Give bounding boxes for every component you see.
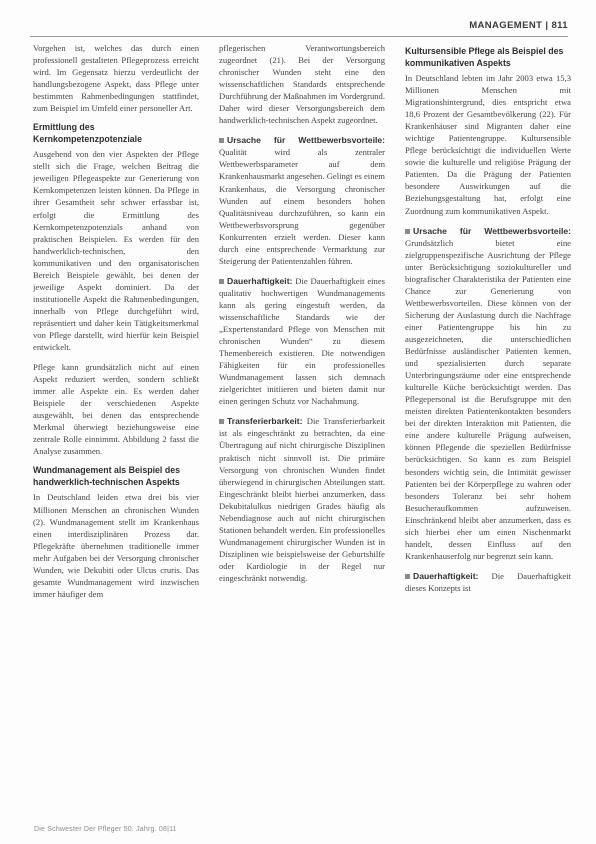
bullet-square-icon — [219, 419, 224, 424]
bullet-label: Ursache für Wettbewerbsvorteile: — [227, 135, 385, 146]
bullet-square-icon — [405, 574, 410, 579]
bullet-paragraph — [219, 134, 385, 267]
paragraph: pflegerischen Verantwortungsbereich zugeordnet (21). Bei der Versorgung chronischer Wunden steht eine den wissenschaftlichen Standards entsprechende Durchführung der Maßnahmen im Vordergrund. Daher wird dieser Versorgungsbereich dem handwerklich-technischen Aspekt zugeordnet. — [219, 43, 385, 126]
text-columns — [33, 42, 571, 820]
bullet-text: Die Transferierbarkeit ist als eingeschränkt zu betrachten, da eine Übertragung auf nicht chirurgische Disziplinen praktisch nicht sinnvoll ist. Die primäre Versorgung von chronischen Wunden findet überwiegend in chirurgischen Abteilungen statt. Eingeschränkt bleibt hierbei anzumerken, dass Dekubitalulkus niedrigen Grades häufig als Nebendiagnose auch auf nicht chirurgischen Stationen behandelt werden. Ein professionelles Wundmanagement chirurgischer Wunden ist in Disziplinen wie beispielsweise der Geburtshilfe oder Kardiologie in der Regel nur eingeschränkt notwendig. — [219, 416, 385, 583]
bullet-label: Transferierbarkeit: — [227, 416, 303, 427]
bullet-label: Ursache für Wettbewerbsvorteile: — [413, 225, 571, 236]
section-heading: Ermittlung des Kernkompetenzpotenziale — [33, 122, 143, 144]
bullet-square-icon — [405, 229, 410, 234]
bullet-label: Dauerhaftigkeit: — [413, 570, 479, 581]
bullet-paragraph — [219, 275, 385, 408]
section-heading: Kultursensible Pflege als Beispiel des kommunikativen Aspekts — [405, 46, 564, 68]
bullet-paragraph — [405, 570, 571, 594]
running-head: MANAGEMENT | 811 — [469, 20, 568, 31]
paragraph: Pflege kann grundsätzlich nicht auf einen Aspekt reduziert werden, sondern schließt immer alle Aspekte ein. Es werden daher Beispiele der verschiedenen Aspekte ausgewählt, bei denen das entsprechende Merkmal überwiegt beziehungsweise eine zentrale Rolle einnimmt. Abbildung 2 fasst die Analyse zusammen. — [33, 362, 199, 457]
paragraph: Vorgehen ist, welches das durch einen professionell gestalteten Pflegeprozess erreicht wird. Im Gegensatz hierzu verdeutlicht der handlungsbezogene Aspekt, dass Pflege unter bestimmten Rahmenbedingungen stattfindet, zum Beispiel im Umfeld einer personeller Art. — [33, 43, 199, 114]
paragraph: In Deutschland lebten im Jahr 2003 etwa 15,3 Millionen Menschen mit Migrationshintergrund, dies entspricht etwa 18,6 Prozent der Gesamtbevölkerung (22). Für Krankenhäuser sind Migranten daher eine wichtige Patientengruppe. Kultursensible Pflege berücksichtigt die individuellen Werte sowie die kulturelle und religiöse Prägung der Patienten. Da die Prägung der Patienten besondere Auswirkungen auf die Beziehungsgestaltung hat, erfolgt eine Zuordnung zum kommunikativen Aspekt. — [405, 73, 571, 216]
page-footer: Die Schwester Der Pfleger 50. Jahrg. 08|11 — [34, 826, 177, 833]
section-heading: Wundmanagement als Beispiel des handwerklich-technischen Aspekts — [33, 465, 180, 487]
bullet-text: Grundsätzlich bietet eine zielgruppenspezifische Ausrichtung der Pflege unter Berücksichtigung soziokultureller und biografischer Charakteristika der Patienten eine Chance zur Generierung von Wettbewerbsvorteilen. Diese können von der Sicherung der Auslastung durch die Nachfrage einer Patientengruppe bis hin zu ausgezeichneten, die unterschiedlichen Bedürfnisse ausländischer Patienten kennen, und spezialisierten durch separate Unterbringungsräume oder eine entsprechende kulturelle Küche berücksichtigt werden. Das Pflegepersonal ist die Berufsgruppe mit den meisten direkten Patientenkontakten besonders bei der direkten Interaktion mit Patienten, die eine andere kulturelle Prägung aufweisen, können Pflegende die speziellen Bedürfnisse berücksichtigen. So kann es zum Beispiel besonders wichtig sein, die Intimität gewisser Patienten bei der Körperpflege zu wahren oder besonders Toleranz bei sehr hohem Besucheraufkommen aufzuweisen. Einschränkend bleibt aber anzumerken, dass es sich hierbei eher um einen Nischenmarkt handelt, dessen Einfluss auf den Krankenhauserfolg nur begrenzt sein kann. — [405, 237, 571, 561]
bullet-text: Qualität wird als zentraler Wettbewerbsparameter auf dem Krankenhausmarkt angesehen. Gelingt es einem Krankenhaus, die Versorgung chronischer Wunden auf einem besonders hohen Qualitätsniveau durchzuführen, so kann ein Wettbewerbsvorsprung gegenüber Konkurrenten erzielt werden. Dieser kann durch eine entsprechende Vermarktung zur Steigerung der Patientenzahlen führen. — [219, 147, 385, 266]
paragraph: Ausgehend von den vier Aspekten der Pflege stellt sich die Frage, welchen Beitrag die jeweiligen Pflegeaspekte zur Generierung von Kernkompetenzen leisten können. Da Pflege in ihrer Gesamtheit sehr schwer erfassbar ist, erfolgt die Ermittlung des Kernkompetenzpotenzials anhand von praktischen Beispielen. Es werden für den handwerklich-technischen, den kommunikativen und den organisatorischen Bereich Beispiele gewählt, bei denen der jeweilige Aspekt dominiert. Da der institutionelle Aspekt die Rahmenbedingungen, innerhalb von Pflege durchgeführt wird, repräsentiert und daher kein Tätigkeitsmerkmal von Pflege darstellt, wird hierfür kein Beispiel entwickelt. — [33, 149, 199, 353]
bullet-square-icon — [219, 279, 224, 284]
bullet-text: Die Dauerhaftigkeit dieses Konzepts ist — [405, 570, 571, 593]
column-1 — [33, 42, 199, 820]
bullet-text: Die Dauerhaftigkeit eines qualitativ hochwertigen Wundmanagements kann als gering eingestuft werden, da wissenschaftliche Standards wie der „Expertenstandard Pflege von Menschen mit chronischen Wunden“ zu diesem Themenbereich existieren. Die notwendigen Fähigkeiten für ein professionelles Wundmanagement lassen sich demnach zielgerichtet initiieren und bieten damit nur einen geringen Schutz vor Nachahmung. — [219, 275, 385, 407]
bullet-paragraph — [405, 225, 571, 562]
bullet-label: Dauerhaftigkeit: — [227, 275, 293, 286]
column-3 — [405, 42, 571, 820]
bullet-square-icon — [219, 138, 224, 143]
column-2 — [219, 42, 385, 820]
header-rule — [30, 20, 568, 37]
paragraph: In Deutschland leiden etwa drei bis vier Millionen Menschen an chronischen Wunden (2). Wundmanagement stellt im Krankenhaus einen interdisziplinären Prozess dar. Pflegekräfte übernehmen traditionelle immer mehr Aufgaben bei der Versorgung chronischer Wunden, wie Dekubiti oder Ulcus cruris. Das gesamte Wundmanagement wird inzwischen immer häufiger dem — [33, 492, 199, 599]
bullet-paragraph — [219, 415, 385, 584]
